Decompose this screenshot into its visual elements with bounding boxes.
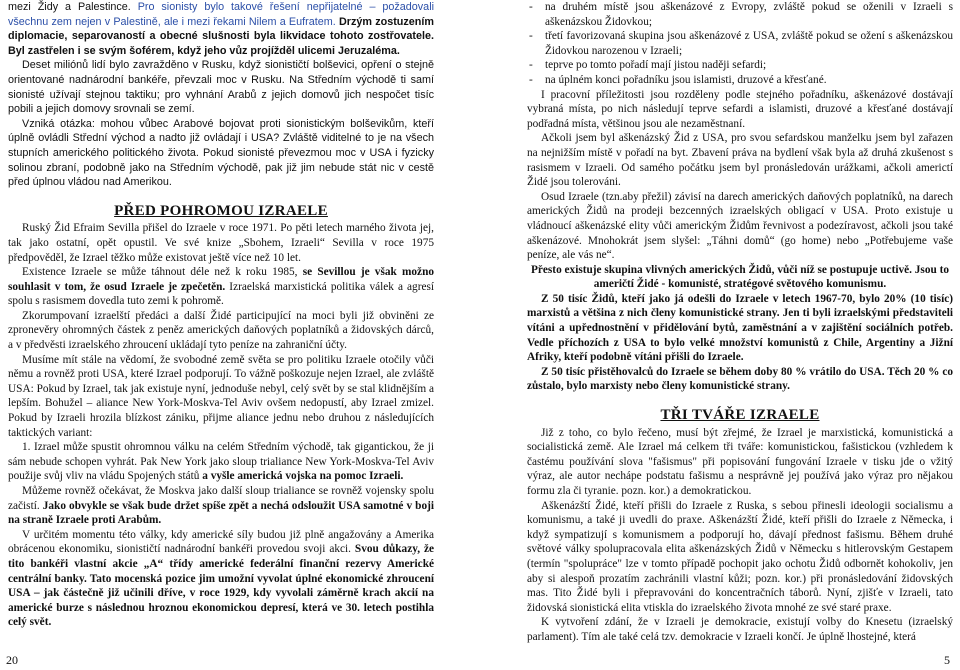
paragraph: Aškenázští Židé, kteří přišli do Izraele z Ruska, s sebou přinesli ideologii socialismu a komunismu, a také ji uvedli do praxe. Aškenázští Židé, kteří přišli do Izraele z Německa, i když sympatizují s komunismem a podporují ho, dávají přednost fašismu. Během druhé světové války spolupracovala elita aškenázských Židů v Německu s hitlerovským Gestapem (termín "spolupráce" lze v tomto případě pochopit jako ochotu Židů odbornět kohokoliv, jen aby si alespoň prozatím zachránili vlastní kůži; pozn. kor.) při pronásledování židovských mas. Tito Židé byli i přepravováni do koncentračních táborů. Nyní, zjišťe v Izraeli, tato židovská sionistická elita vtiskla do izraelského života mnohé ze své staré praxe.: [527, 499, 953, 614]
section-heading: PŘED POHROMOU IZRAELE: [114, 202, 328, 219]
paragraph-bold: Z 50 tisíc Židů, kteří jako já odešli do Izraele v letech 1967-70, bylo 20% (10 tisíc) marxistů a většina z nich členy komunistické strany. Jen ti byli izraelskými představiteli vítáni a upřednostnění v přidělování bytů, zaměstnání a v zajištění sociálních potřeb. Vedle příchozích z USA to bylo velké množství komunistů z Chile, Argentiny a Jižní Afriky, kteří podobně vítáni přišli do Izraele.: [527, 292, 953, 364]
paragraph: Vzniká otázka: mohou vůbec Arabové bojovat proti sionistickým bolševikům, kteří úplně ovládli Střední východ a nadto již ovládají i USA? Zvláště viditelné to je na všech stupních amerického politického života. Pokud sionisté převezmou moc v USA i fyzicky solinou zbraní, podobně jako na Středním východě, pak již jim nebude stát nic v cestě před úplnou vládou nad Amerikou.: [8, 117, 434, 189]
section-heading: TŘI TVÁŘE IZRAELE: [660, 407, 820, 424]
paragraph: Ačkoli jsem byl aškenázský Žid z USA, pro svou sefardskou manželku jsem byl zařazen na nejnižším místě v pořadí na byt. Zbavení práva na bydlení však byla až druhá zkušenost s rasismem v Izraeli. Od samého počátku jsem byl pronásledován urážkami, ačkoli americtí Židé jsou tolerováni.: [527, 132, 953, 189]
paragraph: K vytvoření zdání, že v Izraeli je demokracie, existují volby do Knesetu (izraelský parlament). Tím ale také celá tzv. demokracie v Izraeli končí. Je úplně lhostejné, která: [527, 616, 953, 643]
paragraph: Existence Izraele se může táhnout déle než k roku 1985, se Sevillou je však možno souhlasit v tom, že osud Izraele je zpečetěn. Izraelská marxistická politika válek a agresí spolu s rasismem dovedla tuto zemi k pohromě.: [8, 266, 435, 308]
paragraph: Již z toho, co bylo řečeno, musí být zřejmé, že Izrael je marxistická, komunistická a socialistická země. Ale Izrael má celkem tři tváře: komunistickou, fašistickou (vzhledem k častému používání slova "fašismus" při popisování fungování Izraele v tisku jde o vžitý výraz, ale autor nechápe podstatu fašismu a nesprávně jej používá jako výraz pro nějakou formu zla či tyranie. pozn. kor.) a demokratickou.: [527, 426, 953, 497]
paragraph-bold: Přesto existuje skupina vlivných amerických Židů, vůči níž se postupuje uctivě. Jsou to američtí Židé - komunisté, stratégové světového komunismu.: [530, 263, 949, 291]
paragraph: V určitém momentu této války, kdy americké síly budou již plně angažovány a Amerika obrácenou ekonomiku, sionističtí nadnárodní bankéři provedou svoji akci. Svou důkazy, že tito bankéři vlastní akcie „A“ třídy americké federální finanční rezervy Americké centrální banky. Tato mocenská pozice jim umožní vyvolat úplné ekonomické zhroucení USA – jak částečně již učinili dříve, v roce 1929, kdy vyvolali záměrně krach akcií na americké burze s následnou hroznou ekonomickou depresí, která ve 30. letech postihla celý svět.: [8, 528, 434, 629]
paragraph: mezi Židy a Palestince. Pro sionisty bylo takové řešení nepřijatelné – požadovali všechnu zem nejen v Palestině, ale i mezi řekami Nilem a Eufratem. Drzým zostuzením diplomacie, separovaností a obecné slušnosti byla likvidace tohoto zostřovatele. Byl zastřelen i se svým šoférem, když jeho vůz projížděl ulicemi Jeruzaléma.: [8, 1, 434, 57]
paragraph: Zkorumpovaní izraelští předáci a další Židé participující na moci byli již obviněni ze zpronevěry ohromných částek z peněz amerických daňových poplatníků a židovských dárců, a v předvěsti izraelského zhroucení ukládají tyto peníze na zahraniční účty.: [8, 309, 434, 352]
page-number-left: 20: [6, 653, 18, 667]
left-column: [8, 0, 434, 630]
list-item: - na úplném konci pořadníku jsou islamisti, druzové a křesťané.: [527, 73, 953, 88]
list-item: - třetí favorizovaná skupina jsou aškenázové z USA, zvláště pokud se ožení s aškenázskou Židovkou narozenou v Izraeli;: [527, 29, 953, 58]
paragraph: 1. Izrael může spustit ohromnou válku na celém Středním východě, tak gigantickou, že ji sám nebude schopen vyhrát. Pak New York jako sloup trialiance New York-Moskva-Tel Aviv použije svůj vliv na vládu Spojených států a vyšle americká vojska na pomoc Izraeli.: [8, 441, 434, 483]
list-item: - na druhém místě jsou aškenázové z Evropy, zvláště pokud se oženili v Izraeli s aškenázskou Židovkou;: [527, 0, 953, 29]
paragraph: Můžeme rovněž očekávat, že Moskva jako další sloup trialiance se rovněž vojensky spolu začistí. Jako obvykle se však bude držet spíše zpět a nechá odsloužit USA samotné v boji na straně Izraele proti Arabům.: [8, 485, 434, 527]
paragraph: I pracovní příležitosti jsou rozděleny podle stejného pořadníku, aškenázové dostávají vybraná místa, po nich následují teprve sefardi a islamisti, druzové a křesťané dostávají podřadná místa, většinou jsou ale nezaměstnaní.: [527, 88, 953, 130]
paragraph-bold: Z 50 tisíc přistěhovalců do Izraele se během doby 80 % vrátilo do USA. Těch 20 % co zůstalo, bylo marxisty nebo členy komunistické strany.: [527, 365, 953, 393]
list-item: - teprve po tomto pořadí mají jistou naději sefardi;: [527, 58, 953, 73]
highlighted-text: Pro sionisty bylo takové řešení nepřijatelné – požadovali všechnu zem nejen v Palestině, ale i mezi řekami Nilem a Eufratem.: [8, 1, 434, 28]
paragraph: Ruský Žid Efraim Sevilla přišel do Izraele v roce 1971. Po pěti letech marného života jej, tak jako ostatní, opět opustil. Ve své knize „Sbohem, Izraeli“ Sevilla v roce 1975 předpověděl, že Izrael těžko může existovat ještě více než 10 let.: [8, 222, 434, 264]
paragraph: Osud Izraele (tzn.aby přežil) závisí na darech amerických daňových poplatníků, na darech amerických Židů na prodeji bezcenných izraelských obligací v USA. Proto existuje u vládnoucí aškenázské elity vůči americkým Židům řevnivost a podezíravost, ačkoli jsou také aškenázové. Mnohokrát jsem slyšel: „Táhni domů“ (go home) nebo „Potřebujeme vaše peníze, ale vás ne“.: [527, 190, 953, 262]
paragraph: Musíme mít stále na vědomí, že svobodné země světa se pro politiku Izraele otočily vůči němu a rovněž proti USA, které Izrael podporují. To vážně poškozuje nejen Izrael, ale zvláště USA: Pokud by Izrael, tak jak existuje nyní, jednoduše nebyl, celý svět by se stal klidnějším a lepším. Bohužel – aliance New York-Moskva-Tel Aviv ovšem nedopustí, aby Izrael zmizel. Pokud by Izraeli hrozila blízkost zániku, přijme aliance jednu nebo druhou z následujících taktických variant:: [8, 353, 434, 439]
right-column: [527, 0, 953, 645]
dash-list: [527, 0, 953, 88]
page-number-right: 5: [944, 653, 950, 667]
paragraph: Deset miliónů lidí bylo zavražděno v Rusku, když sionističtí bolševici, opření o stejně orientované nadnárodní bankéře, převzali moc v Rusku. Na Středním východě ti samí sionisté užívají stejnou taktiku; pro vyhnání Arabů z jejich domovů jich nespočet tisíc pobili a jejich domovy srovnali se zemí.: [8, 59, 434, 116]
